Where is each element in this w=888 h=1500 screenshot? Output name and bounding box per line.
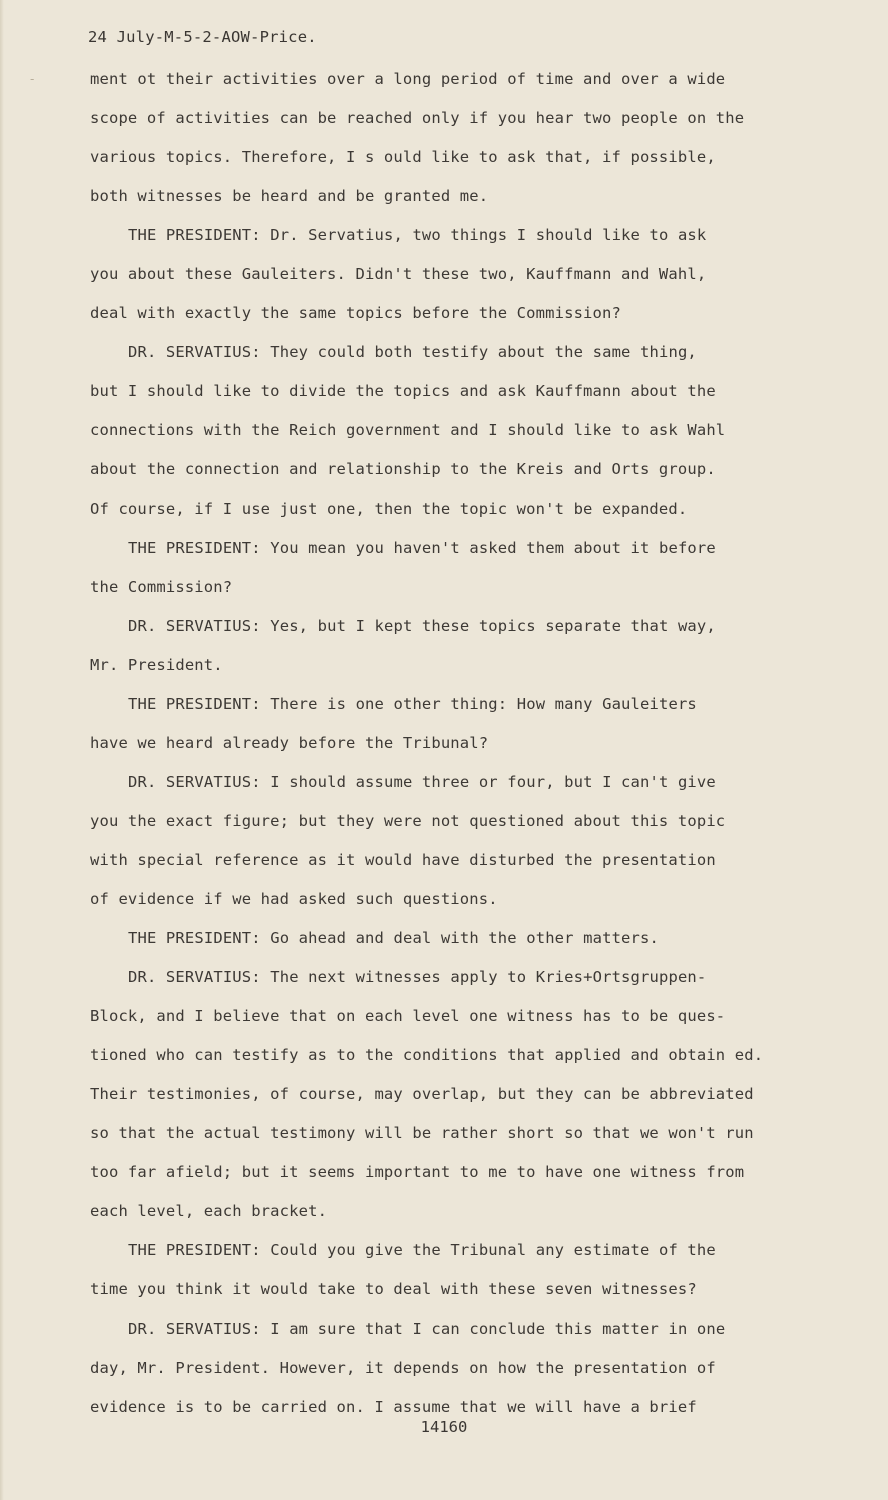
- transcript-line: ment ot their activities over a long period of time and over a wide: [90, 70, 726, 88]
- transcript-line: Of course, if I use just one, then the topic won't be expanded.: [90, 499, 688, 518]
- transcript-line: evidence is to be carried on. I assume that we will have a brief: [90, 1397, 697, 1416]
- transcript-body: [90, 60, 780, 1427]
- transcript-line: the Commission?: [90, 577, 233, 596]
- transcript-line: THE PRESIDENT: There is one other thing: How many Gauleiters: [128, 694, 697, 713]
- transcript-line: have we heard already before the Tribunal?: [90, 733, 489, 752]
- transcript-line: too far afield; but it seems important to me to have one witness from: [90, 1163, 745, 1182]
- transcript-line: so that the actual testimony will be rather short so that we won't run: [90, 1124, 754, 1143]
- transcript-line: deal with exactly the same topics before the Commission?: [90, 304, 621, 323]
- transcript-line: but I should like to divide the topics and ask Kauffmann about the: [90, 382, 716, 401]
- transcript-line: Mr. President.: [90, 655, 223, 674]
- page-header: 24 July-M-5-2-AOW-Price.: [88, 28, 317, 46]
- transcript-line: DR. SERVATIUS: I should assume three or four, but I can't give: [128, 772, 716, 791]
- transcript-line: DR. SERVATIUS: I am sure that I can conclude this matter in one: [128, 1319, 726, 1338]
- transcript-line: THE PRESIDENT: Dr. Servatius, two things I should like to ask: [128, 226, 707, 245]
- transcript-line: connections with the Reich government and I should like to ask Wahl: [90, 421, 726, 440]
- margin-mark: -: [30, 72, 35, 86]
- transcript-line: various topics. Therefore, I s ould like to ask that, if possible,: [90, 148, 716, 167]
- transcript-line: time you think it would take to deal with these seven witnesses?: [90, 1280, 697, 1299]
- transcript-line: THE PRESIDENT: You mean you haven't asked them about it before: [128, 538, 716, 557]
- transcript-line: you the exact figure; but they were not questioned about this topic: [90, 811, 726, 830]
- page-number: 14160: [420, 1418, 468, 1436]
- transcript-line: THE PRESIDENT: Go ahead and deal with the other matters.: [128, 929, 659, 948]
- transcript-line: DR. SERVATIUS: They could both testify about the same thing,: [128, 343, 697, 362]
- transcript-line: each level, each bracket.: [90, 1202, 328, 1221]
- transcript-line: of evidence if we had asked such questions.: [90, 889, 498, 908]
- transcript-line: Their testimonies, of course, may overlap, but they can be abbreviated: [90, 1085, 754, 1104]
- transcript-line: you about these Gauleiters. Didn't these two, Kauffmann and Wahl,: [90, 265, 707, 284]
- transcript-line: THE PRESIDENT: Could you give the Tribunal any estimate of the: [128, 1241, 716, 1260]
- transcript-line: about the connection and relationship to the Kreis and Orts group.: [90, 460, 716, 479]
- transcript-line: day, Mr. President. However, it depends on how the presentation of: [90, 1358, 716, 1377]
- transcript-line: tioned who can testify as to the conditions that applied and obtain ed.: [90, 1046, 764, 1065]
- transcript-line: both witnesses be heard and be granted me.: [90, 187, 489, 206]
- transcript-line: Block, and I believe that on each level one witness has to be ques-: [90, 1007, 726, 1026]
- transcript-line: DR. SERVATIUS: The next witnesses apply to Kries+Ortsgruppen-: [128, 968, 707, 987]
- transcript-line: scope of activities can be reached only if you hear two people on the: [90, 109, 745, 128]
- transcript-line: with special reference as it would have disturbed the presentation: [90, 850, 716, 869]
- transcript-line: DR. SERVATIUS: Yes, but I kept these topics separate that way,: [128, 616, 716, 635]
